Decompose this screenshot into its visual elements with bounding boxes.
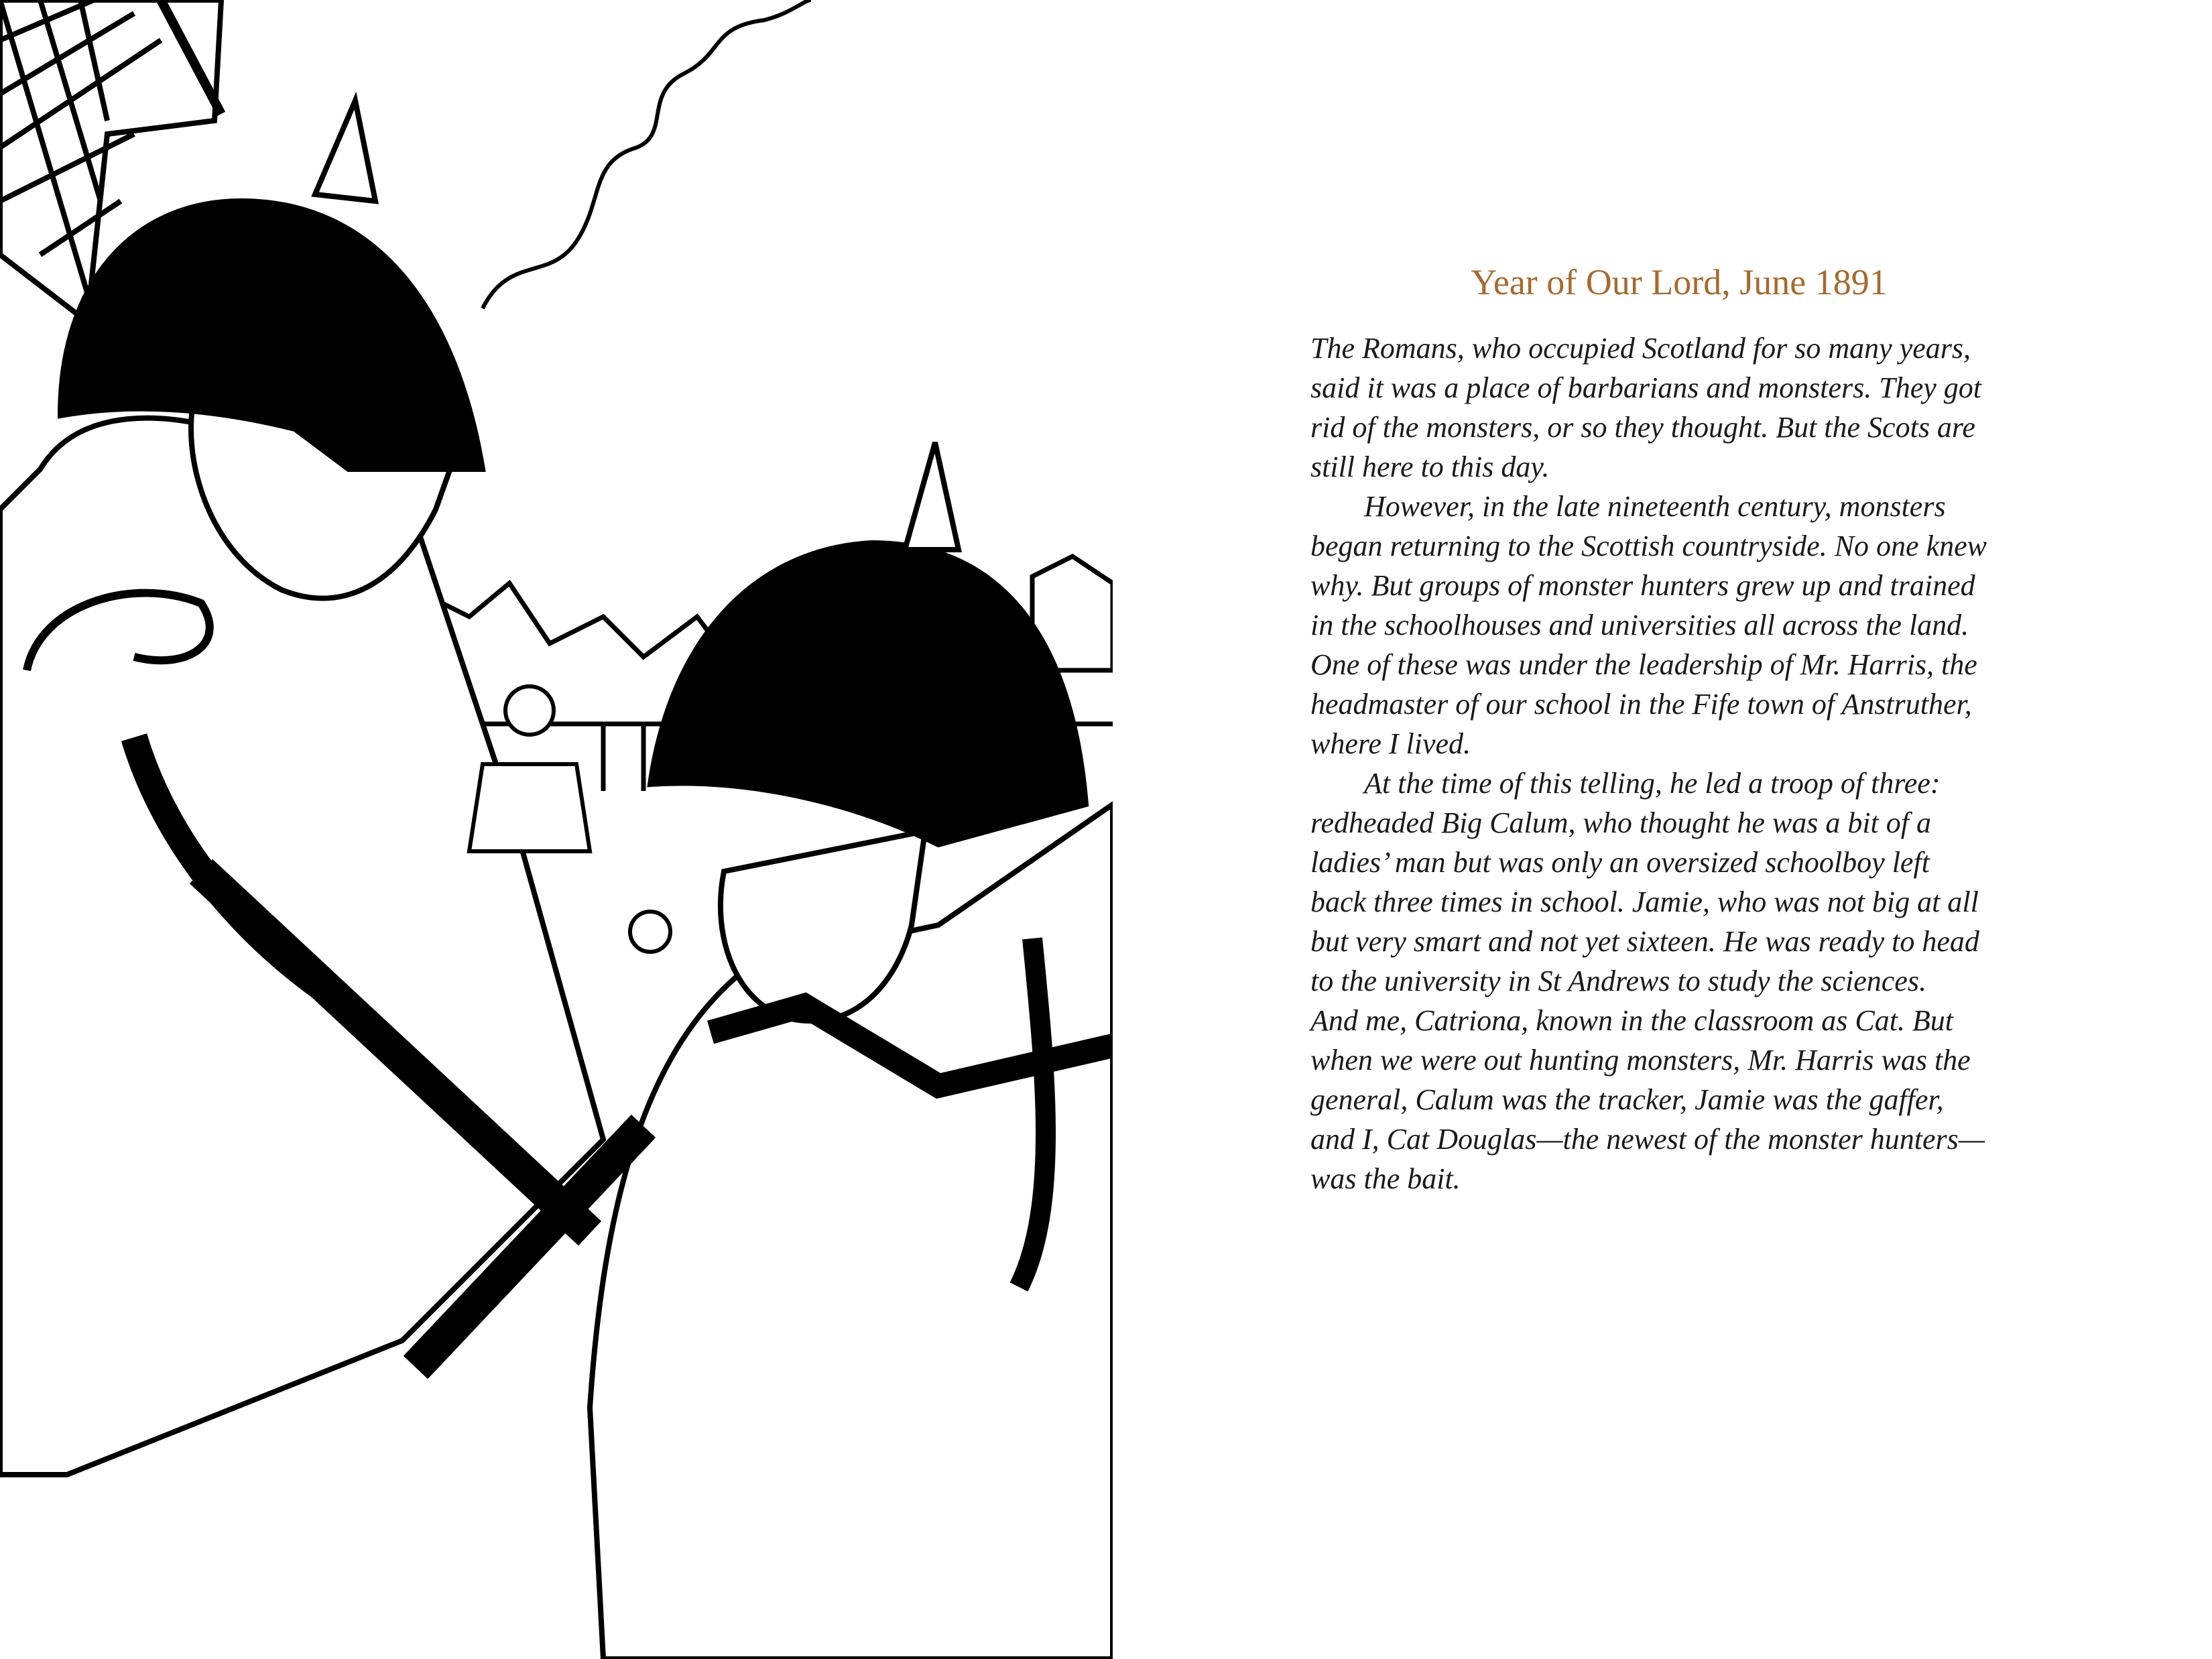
body-line: The Romans, who occupied Scotland for so many years, bbox=[1310, 332, 1971, 365]
body-line: And me, Catriona, known in the classroom as Cat. But bbox=[1310, 1004, 1954, 1037]
body-line: said it was a place of barbarians and monsters. They got bbox=[1310, 371, 1982, 404]
body-line: where I lived. bbox=[1310, 727, 1471, 760]
body-line: rid of the monsters, or so they thought. But the Scots are bbox=[1310, 411, 1975, 444]
body-line: general, Calum was the tracker, Jamie was the gaffer, bbox=[1310, 1083, 1944, 1116]
body-line: However, in the late nineteenth century, monsters bbox=[1364, 490, 1946, 523]
chapter-title: Year of Our Lord, June 1891 bbox=[1471, 262, 1888, 302]
body-line: One of these was under the leadership of Mr. Harris, the bbox=[1310, 648, 1977, 681]
body-line: headmaster of our school in the Fife town of Anstruther, bbox=[1310, 688, 1972, 721]
body-line: and I, Cat Douglas—the newest of the monster hunters— bbox=[1310, 1123, 1985, 1156]
helmet-right-icon bbox=[650, 543, 1086, 845]
body-line: was the bait. bbox=[1310, 1162, 1461, 1195]
body-line: redheaded Big Calum, who thought he was a bit of a bbox=[1310, 806, 1931, 839]
text-page bbox=[1310, 0, 2075, 1659]
body-line: when we were out hunting monsters, Mr. Harris was the bbox=[1310, 1044, 1971, 1077]
body-line: to the university in St Andrews to study the sciences. bbox=[1310, 965, 1926, 997]
chapter-body bbox=[1310, 328, 1987, 1199]
body-line: why. But groups of monster hunters grew up and trained bbox=[1310, 569, 1975, 602]
body-line: At the time of this telling, he led a troop of three: bbox=[1364, 767, 1941, 800]
body-line: ladies’ man but was only an oversized schoolboy left bbox=[1310, 846, 1930, 879]
body-line: but very smart and not yet sixteen. He was ready to head bbox=[1310, 925, 1979, 958]
body-line: in the schoolhouses and universities all across the land. bbox=[1310, 609, 1969, 641]
smoke-cloud-icon bbox=[483, 0, 811, 308]
body-line: back three times in school. Jamie, who was not big at all bbox=[1310, 885, 1979, 918]
body-line: still here to this day. bbox=[1310, 450, 1550, 483]
body-line: began returning to the Scottish countryside. No one knew bbox=[1310, 530, 1987, 562]
